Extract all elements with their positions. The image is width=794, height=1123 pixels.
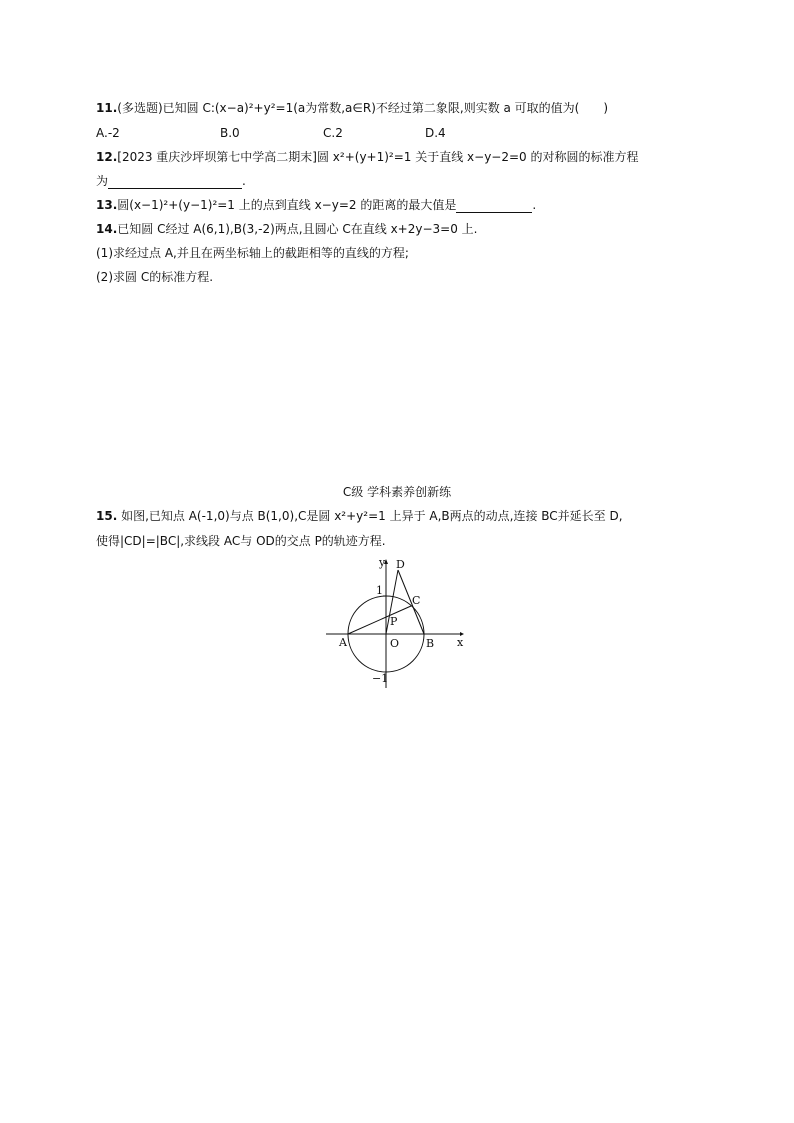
option-d: D.4 <box>425 126 446 140</box>
question-number: 15. <box>96 509 118 523</box>
question-text: (多选题)已知圆 C:(x−a)²+y²=1(a为常数,a∈R)不经过第二象限,则实数 a 可取的值为( ) <box>117 101 609 115</box>
tick-label-one: 1 <box>376 584 383 597</box>
point-label-o: O <box>390 637 400 650</box>
question-number: 11. <box>96 101 118 115</box>
question-number: 14. <box>96 222 118 236</box>
point-label-b: B <box>426 637 435 650</box>
geometry-figure <box>326 556 466 690</box>
x-axis-label: x <box>457 636 464 649</box>
option-b: B.0 <box>220 126 240 140</box>
question-text: [2023 重庆沙坪坝第七中学高二期末]圆 x²+(y+1)²=1 关于直线 x−y−2=0 的对称圆的标准方程 <box>117 150 639 164</box>
question-14-part-2: (2)求圆 C的标准方程. <box>96 270 214 284</box>
question-14 <box>96 221 477 237</box>
question-14-part-1: (1)求经过点 A,并且在两坐标轴上的截距相等的直线的方程; <box>96 246 409 260</box>
question-text: . <box>242 174 246 188</box>
option-c: C.2 <box>323 126 343 140</box>
answer-blank <box>456 200 532 213</box>
question-15-continued: 使得|CD|=|BC|,求线段 AC与 OD的交点 P的轨迹方程. <box>96 534 386 548</box>
section-title: C级 学科素养创新练 <box>342 485 452 499</box>
question-text: 如图,已知点 A(-1,0)与点 B(1,0),C是圆 x²+y²=1 上异于 A,B两点的动点,连接 BC并延长至 D, <box>117 509 623 523</box>
question-number: 12. <box>96 150 118 164</box>
question-text: . <box>532 198 537 212</box>
question-13 <box>96 197 536 213</box>
question-text: 圆(x−1)²+(y−1)²=1 上的点到直线 x−y=2 的距离的最大值是 <box>117 198 457 212</box>
y-axis-label: y <box>379 556 386 569</box>
question-text: 为 <box>96 174 109 188</box>
point-label-d: D <box>396 558 405 571</box>
question-number: 13. <box>96 198 118 212</box>
segment-ac <box>348 606 411 634</box>
point-label-p: P <box>390 615 398 628</box>
point-label-c: C <box>412 594 421 607</box>
answer-blank <box>108 176 242 189</box>
point-label-a: A <box>339 636 347 649</box>
option-a: A.-2 <box>96 126 120 140</box>
question-11 <box>96 100 608 116</box>
question-12-continued <box>96 173 246 189</box>
tick-label-neg-one: −1 <box>372 672 389 685</box>
question-15 <box>96 508 623 524</box>
question-text: 已知圆 C经过 A(6,1),B(3,-2)两点,且圆心 C在直线 x+2y−3=0 上. <box>117 222 478 236</box>
question-12 <box>96 149 639 165</box>
